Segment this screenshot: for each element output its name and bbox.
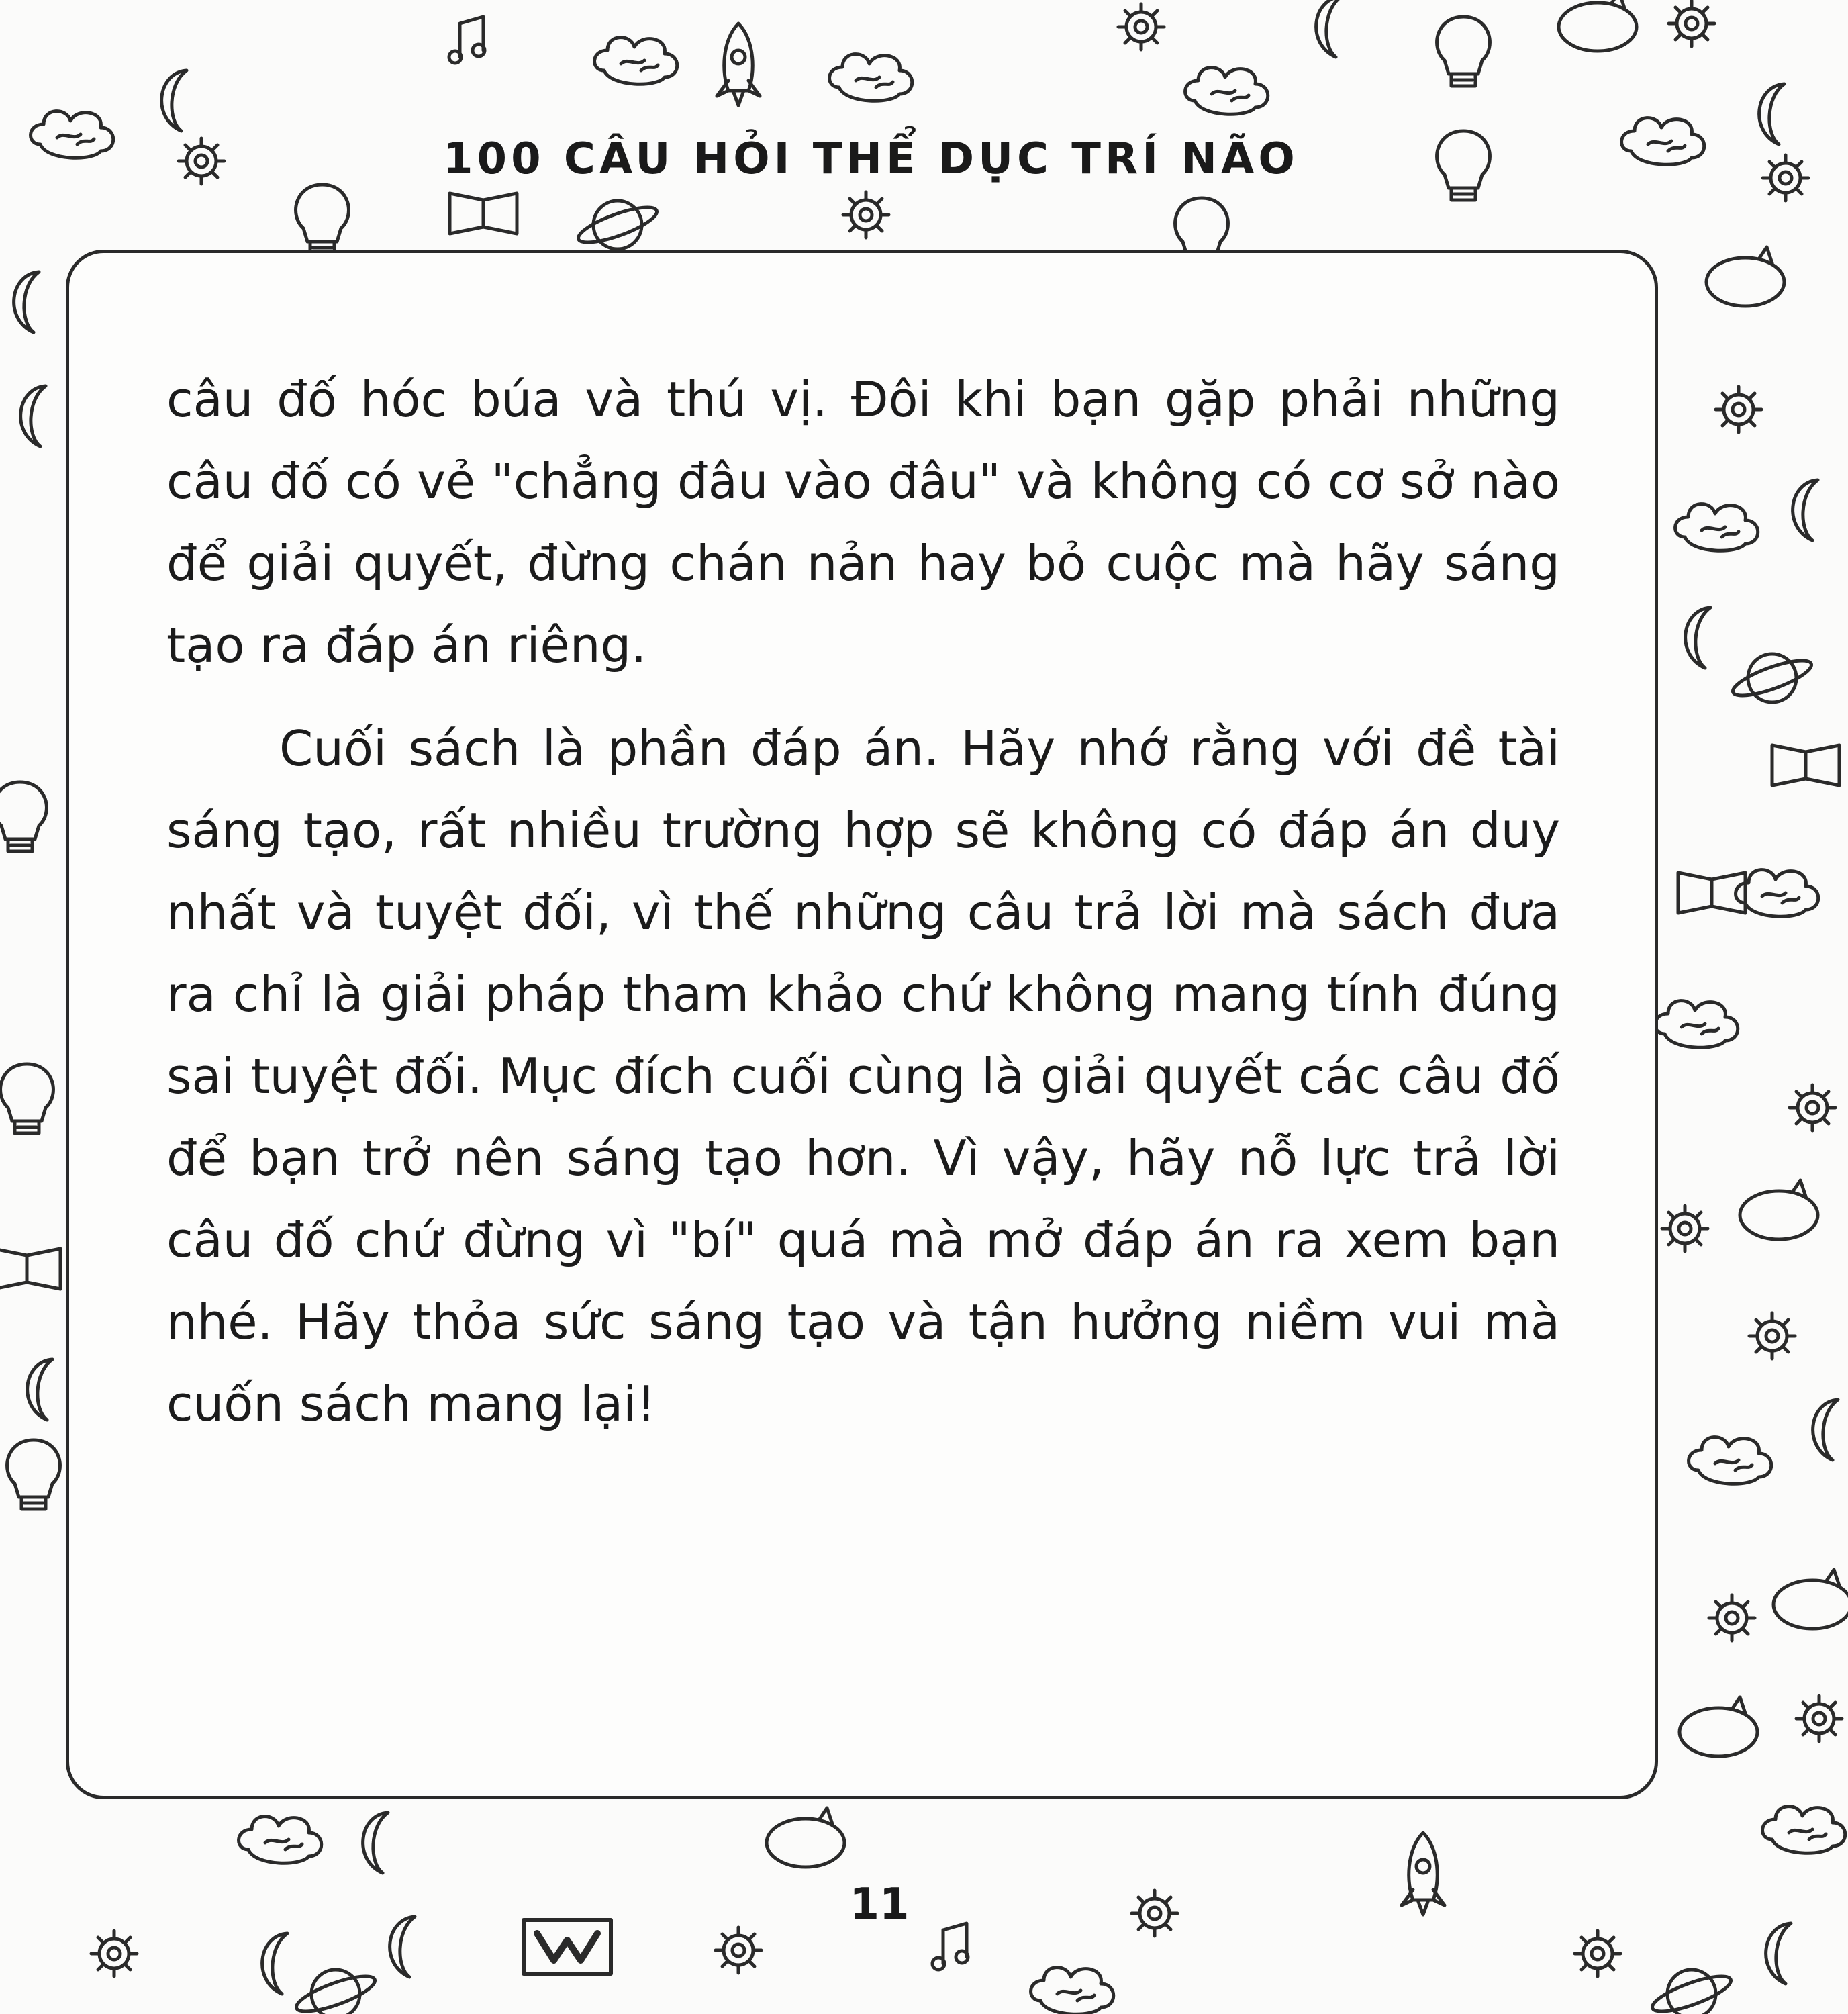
moon-icon (1766, 1923, 1791, 1984)
speech-bubble-icon (1773, 1570, 1848, 1629)
cloud-icon (1763, 1807, 1845, 1854)
book-icon (0, 1249, 60, 1289)
gear-icon (1716, 387, 1761, 432)
speech-bubble-icon (1740, 1180, 1818, 1239)
lightbulb-icon (1437, 17, 1490, 86)
lightbulb-icon (1, 1064, 54, 1133)
book-title: 100 CÂU HỎI THỂ DỤC TRÍ NÃO (443, 134, 1299, 184)
lightbulb-icon (1437, 131, 1490, 200)
cloud-icon (1689, 1437, 1771, 1484)
moon-icon (390, 1917, 415, 1977)
cloud-icon (1185, 68, 1268, 115)
gear-icon (1749, 1313, 1795, 1359)
moon-icon (21, 386, 46, 446)
lightbulb-icon (7, 1440, 60, 1509)
moon-icon (262, 1933, 287, 1994)
moon-icon (1316, 0, 1341, 57)
moon-icon (1813, 1400, 1838, 1460)
cloud-icon (1622, 118, 1704, 165)
book-icon (1772, 745, 1839, 785)
gear-icon (179, 138, 224, 184)
gear-icon (1709, 1595, 1755, 1641)
planet-icon (1729, 654, 1814, 702)
gear-icon (1763, 155, 1808, 201)
gear-icon (1796, 1696, 1842, 1741)
speech-bubble-icon (1680, 1697, 1757, 1756)
moon-icon (1759, 84, 1784, 144)
cloud-icon (830, 54, 912, 101)
planet-icon (1649, 1970, 1734, 2014)
lightbulb-icon (0, 782, 46, 851)
moon-icon (14, 272, 39, 332)
moon-icon (1686, 608, 1710, 668)
planet-icon (293, 1970, 378, 2014)
gear-icon (91, 1931, 137, 1976)
logo-box (524, 1920, 611, 1974)
speech-bubble-icon (767, 1808, 844, 1867)
speech-bubble-icon (1559, 0, 1637, 51)
planet-icon (575, 201, 660, 249)
rocket-icon (717, 23, 760, 105)
cloud-icon (1675, 504, 1758, 551)
gear-icon (716, 1927, 761, 1973)
cloud-icon (595, 38, 677, 85)
moon-icon (28, 1359, 52, 1420)
gear-icon (1669, 1, 1714, 46)
gear-icon (1118, 4, 1164, 50)
gear-icon (1575, 1931, 1620, 1976)
speech-bubble-icon (1706, 247, 1784, 306)
gear-icon (1662, 1206, 1708, 1251)
lightbulb-icon (296, 185, 349, 254)
rocket-icon (1402, 1833, 1445, 1915)
paragraph: câu đố hóc búa và thú vị. Đôi khi bạn gặp phải những câu đố có vẻ "chẳng đâu vào đâu" và không có cơ sở nào để giải quyết, đừng chán nản hay bỏ cuộc mà hãy sáng tạo ra đáp án riêng. (166, 371, 1560, 673)
paragraph: Cuối sách là phần đáp án. Hãy nhớ rằng với đề tài sáng tạo, rất nhiều trường hợp sẽ không có đáp án duy nhất và tuyệt đối, vì thế những câu trả lời mà sách đưa ra chỉ là giải pháp tham khảo chứ không mang tính đúng sai tuyệt đối. Mục đích cuối cùng là giải quyết các câu đố để bạn trở nên sáng tạo hơn. Vì vậy, hãy nỗ lực trả lời câu đố chứ đừng vì "bí" quá mà mở đáp án ra xem bạn nhé. Hãy thỏa sức sáng tạo và tận hưởng niềm vui mà cuốn sách mang lại! (166, 720, 1560, 1432)
cloud-icon (1736, 870, 1818, 917)
gear-icon (843, 192, 889, 238)
note-icon (449, 17, 485, 63)
book-icon (450, 193, 517, 234)
gear-icon (1790, 1085, 1835, 1131)
moon-icon (162, 70, 187, 131)
body-text (166, 358, 1560, 1445)
cloud-icon (1655, 1001, 1738, 1048)
cloud-icon (1031, 1968, 1114, 2014)
moon-icon (1793, 480, 1818, 540)
gear-icon (1132, 1890, 1177, 1936)
page-number: 11 (849, 1880, 910, 1929)
moon-icon (363, 1813, 388, 1873)
note-icon (932, 1923, 968, 1970)
cloud-icon (239, 1817, 322, 1864)
cloud-icon (31, 111, 113, 158)
